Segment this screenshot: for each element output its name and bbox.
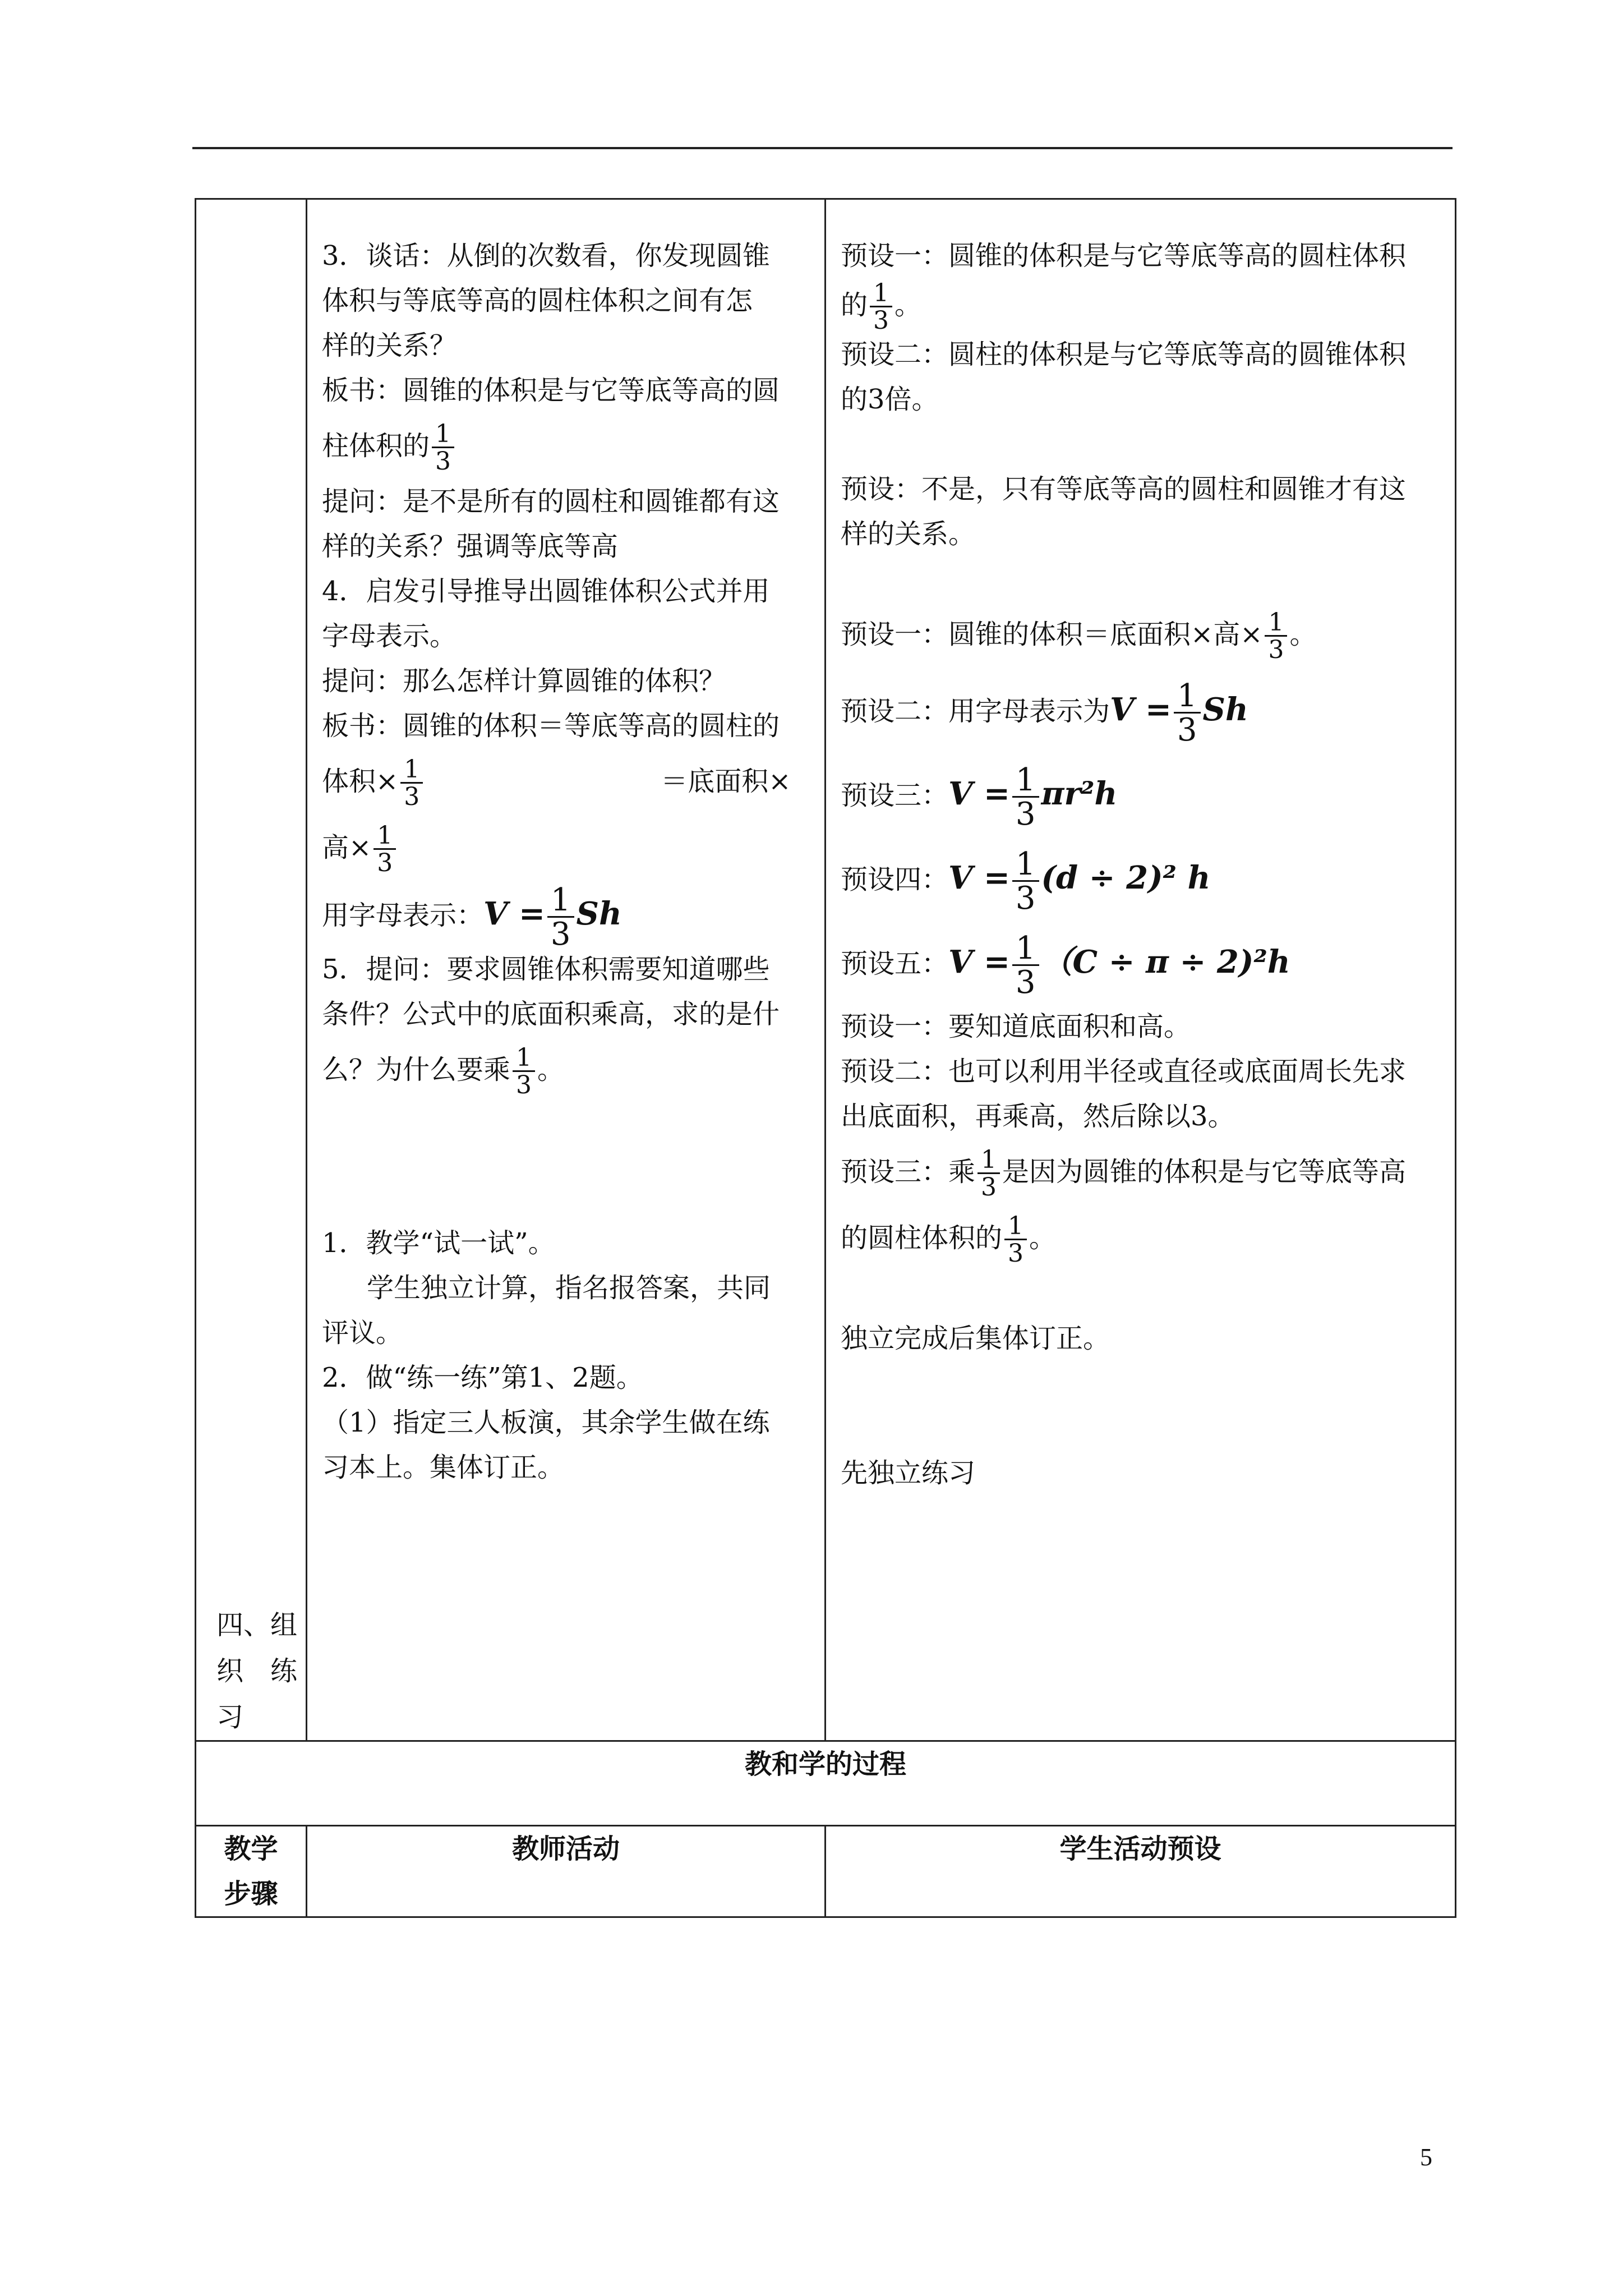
teacher-line: 2．做“练一练”第1、2题。 <box>322 1362 643 1393</box>
teacher-text: 体积× <box>322 766 399 797</box>
teacher-line: 样的关系？ <box>322 330 457 361</box>
student-line: 样的关系。 <box>841 518 976 550</box>
formula-c2h: （C ÷ π ÷ 2)²h <box>1041 944 1290 981</box>
student-line-formula <box>841 752 1440 836</box>
step-label: 四、组织 练习 <box>216 1609 298 1733</box>
teacher-line: 体积与等底等高的圆柱体积之间有怎 <box>322 285 753 316</box>
teacher-line: 1．教学“试一试”。 <box>322 1227 555 1259</box>
student-text: 。 <box>1029 1222 1057 1254</box>
fraction-one-third: $\frac{1}{3}$ <box>1012 933 1039 999</box>
header-teacher: 教师活动 <box>307 1826 826 1917</box>
lesson-table <box>195 198 1456 1918</box>
fraction-one-third: $\frac{1}{3}$ <box>374 823 396 876</box>
formula-v: V = <box>1110 691 1172 728</box>
teacher-line: 条件？公式中的底面积乘高，求的是什 <box>322 999 780 1030</box>
fraction-one-third: $\frac{1}{3}$ <box>432 422 454 474</box>
formula-v: V = <box>948 944 1010 981</box>
student-line-formula <box>841 836 1440 920</box>
student-line: 预设：不是，只有等底等高的圆柱和圆锥才有这 <box>841 473 1407 505</box>
student-text: 预设三：乘 <box>841 1156 976 1188</box>
formula-sh: Sh <box>576 895 622 932</box>
student-line: 预设一：圆锥的体积是与它等底等高的圆柱体积 <box>841 240 1407 272</box>
student-line-fraction <box>841 1205 1440 1271</box>
formula-pir2h: πr²h <box>1041 775 1118 812</box>
fraction-one-third: $\frac{1}{3}$ <box>400 757 423 809</box>
fraction-one-third: $\frac{1}{3}$ <box>1012 765 1039 830</box>
student-line-fraction <box>841 1139 1440 1205</box>
formula-v: V = <box>948 859 1010 896</box>
student-activity-cell <box>826 199 1456 1741</box>
fraction-one-third: $\frac{1}{3}$ <box>1012 849 1039 914</box>
teacher-line: 样的关系？强调等底等高 <box>322 531 619 562</box>
teacher-line: 3．谈话：从倒的次数看，你发现圆锥 <box>322 240 770 272</box>
student-text: 是因为圆锥的体积是与它等底等高 <box>1002 1156 1407 1188</box>
teacher-line-fraction <box>322 815 810 881</box>
page-number: 5 <box>1420 2143 1432 2171</box>
teacher-line: 提问：那么怎样计算圆锥的体积？ <box>322 665 726 697</box>
formula-d2h: (d ÷ 2)² h <box>1041 859 1211 896</box>
teacher-text: 。 <box>537 1054 565 1085</box>
fraction-one-third: $\frac{1}{3}$ <box>547 885 574 950</box>
teacher-text: 柱体积的 <box>322 430 430 462</box>
student-line-formula <box>841 668 1440 752</box>
teacher-line: 提问：是不是所有的圆柱和圆锥都有这 <box>322 486 780 517</box>
formula-v: V = <box>483 895 545 932</box>
student-text: 。 <box>895 289 922 321</box>
student-text: 的圆柱体积的 <box>841 1222 1003 1254</box>
student-line-formula <box>841 920 1440 1004</box>
teacher-line-formula <box>322 881 810 953</box>
teacher-activity-cell <box>307 199 826 1741</box>
teacher-line: 习本上。集体订正。 <box>322 1452 565 1483</box>
teacher-line-fraction <box>322 748 810 815</box>
student-line: 出底面积，再乘高，然后除以3。 <box>841 1101 1235 1132</box>
fraction-one-third: $\frac{1}{3}$ <box>978 1148 1000 1200</box>
teacher-line: 学生独立计算，指名报答案，共同 <box>367 1272 771 1304</box>
fraction-one-third: $\frac{1}{3}$ <box>513 1046 535 1098</box>
teacher-line-fraction <box>322 413 810 479</box>
student-line: 预设一：要知道底面积和高。 <box>841 1011 1191 1042</box>
teacher-line: 板书：圆锥的体积＝等底等高的圆柱的 <box>322 710 780 742</box>
student-line: 先独立练习 <box>841 1457 976 1489</box>
student-line-fraction <box>841 601 1440 668</box>
student-line: 独立完成后集体订正。 <box>841 1323 1110 1354</box>
header-row <box>196 1826 1456 1917</box>
student-text: 预设三： <box>841 780 949 811</box>
teacher-line: 5．提问：要求圆锥体积需要知道哪些 <box>322 954 770 985</box>
title-row <box>196 1741 1456 1826</box>
teacher-text: 么？为什么要乘 <box>322 1054 511 1085</box>
formula-v: V = <box>948 775 1010 812</box>
teacher-line: 字母表示。 <box>322 620 457 652</box>
teacher-line-fraction <box>322 1037 810 1103</box>
step-cell <box>196 199 307 1741</box>
teacher-line: （1）指定三人板演，其余学生做在练 <box>322 1407 770 1438</box>
student-text: 的 <box>841 289 868 321</box>
formula-sh: Sh <box>1202 691 1248 728</box>
teacher-line: 评议。 <box>322 1317 403 1349</box>
student-text: 预设一：圆锥的体积＝底面积×高× <box>841 619 1263 650</box>
content-row <box>196 199 1456 1741</box>
student-line: 预设二：也可以利用半径或直径或底面周长先求 <box>841 1056 1407 1087</box>
teacher-text: 用字母表示： <box>322 900 484 931</box>
student-line: 的3倍。 <box>841 384 939 415</box>
fraction-one-third: $\frac{1}{3}$ <box>1174 680 1201 746</box>
student-text: 。 <box>1289 619 1317 650</box>
teacher-line: 4．启发引导推导出圆锥体积公式并用 <box>322 576 770 607</box>
student-line-fraction <box>841 278 1440 335</box>
fraction-one-third: $\frac{1}{3}$ <box>1265 610 1287 662</box>
teacher-text: ＝底面积× <box>661 766 791 797</box>
student-text: 预设四： <box>841 864 949 895</box>
header-student: 学生活动预设 <box>826 1826 1456 1917</box>
header-step: 教学步骤 <box>196 1826 307 1917</box>
teacher-text: 高× <box>322 832 372 863</box>
header-rule <box>192 147 1453 149</box>
table-title: 教和学的过程 <box>196 1741 1456 1826</box>
teacher-line: 板书：圆锥的体积是与它等底等高的圆 <box>322 375 780 406</box>
student-text: 预设五： <box>841 948 949 979</box>
student-text: 预设二：用字母表示为 <box>841 696 1110 727</box>
student-line: 预设二：圆柱的体积是与它等底等高的圆锥体积 <box>841 339 1407 370</box>
fraction-one-third: $\frac{1}{3}$ <box>870 281 892 333</box>
fraction-one-third: $\frac{1}{3}$ <box>1004 1214 1027 1266</box>
